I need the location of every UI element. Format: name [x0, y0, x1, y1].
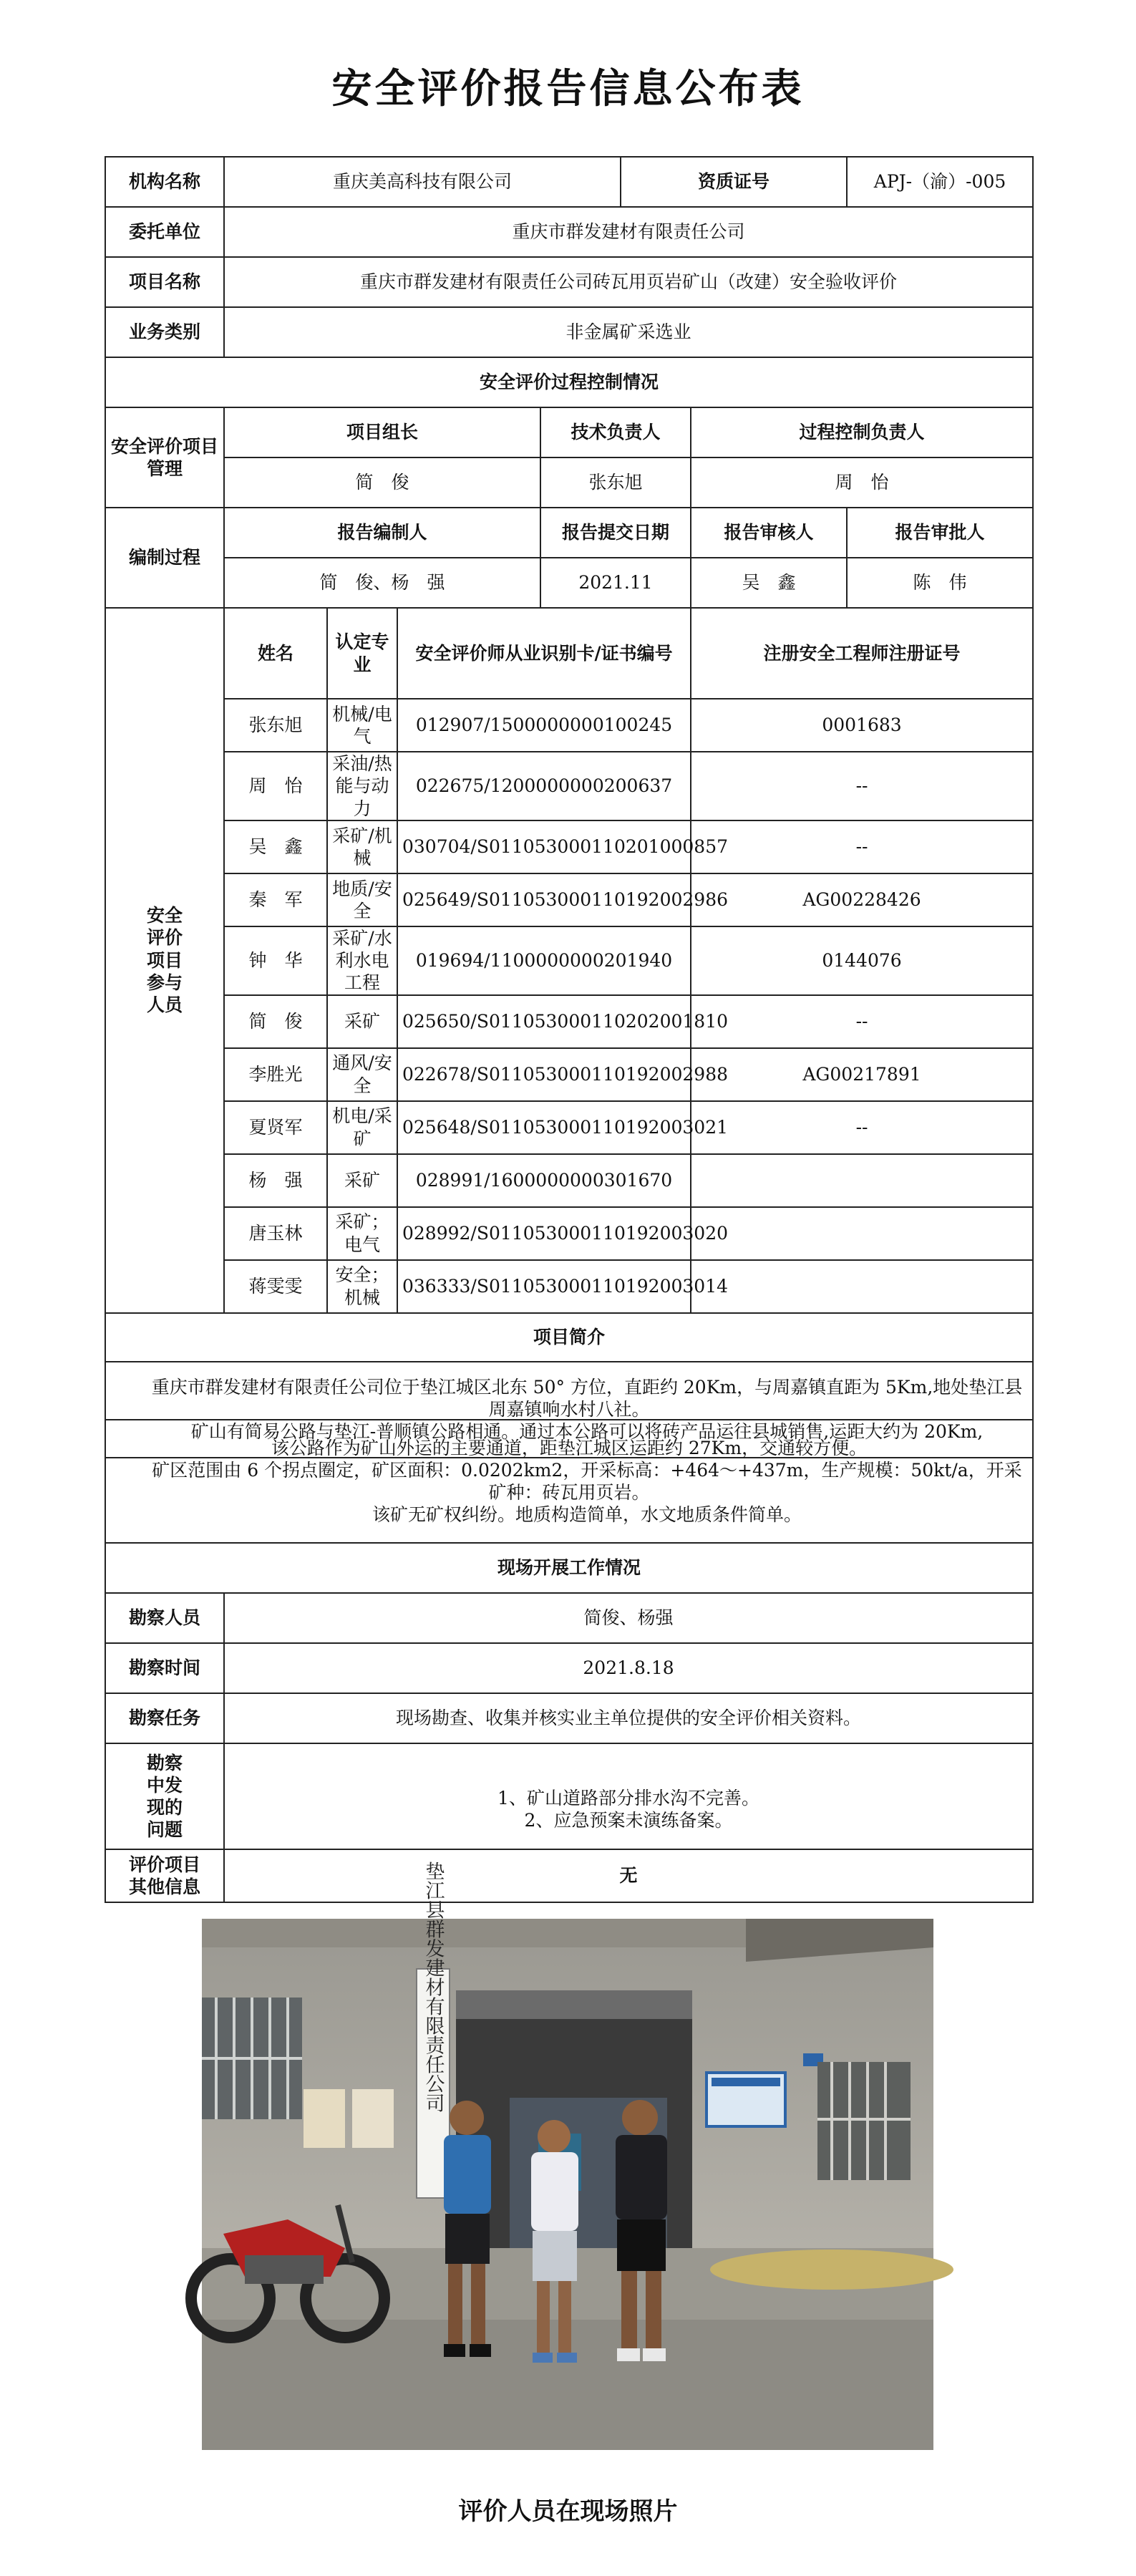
person-reg: -- [691, 820, 1033, 873]
table-row [105, 1260, 1033, 1313]
cert-value: APJ-（渝）-005 [847, 157, 1033, 207]
intro-para-3: 矿区范围由 6 个拐点圈定，矿区面积：0.0202km2，开采标高：+464～+437m，生产规模：50kt/a，开采矿种：砖瓦用页岩。 [152, 1459, 1022, 1503]
person-reg [691, 1207, 1033, 1260]
org-label: 机构名称 [105, 157, 224, 207]
site-staff-label: 勘察人员 [105, 1593, 224, 1643]
person-major: 地质/安全 [327, 873, 397, 926]
person-card: 025650/S011053000110202001810 [397, 995, 691, 1048]
person-name: 张东旭 [224, 699, 327, 752]
compile-label: 编制过程 [105, 508, 224, 608]
project-value: 重庆市群发建材有限责任公司砖瓦用页岩矿山（改建）安全验收评价 [224, 257, 1033, 307]
site-time-label: 勘察时间 [105, 1643, 224, 1693]
info-table-2 [105, 1419, 1034, 1903]
intro-para-2a: 矿山有简易公路与垫江-普顺镇公路相通。通过本公路可以将砖产品运往县城销售,运距大约为 20Km, [190, 1421, 984, 1443]
compile-value: 简 俊、杨 强 [224, 558, 540, 608]
person-major: 采矿 [327, 995, 397, 1048]
photo-caption: 评价人员在现场照片 [458, 2497, 678, 2526]
person-reg [691, 1154, 1033, 1207]
person-reg: AG00217891 [691, 1048, 1033, 1101]
participants-header: 认定专业 [327, 608, 397, 699]
table-row [105, 873, 1033, 926]
site-issues-label: 勘察中发现的问题 [105, 1743, 224, 1849]
person-name: 李胜光 [224, 1048, 327, 1101]
site-section-title: 现场开展工作情况 [105, 1543, 1033, 1593]
site-time-value: 2021.8.18 [224, 1643, 1033, 1693]
person-major: 机械/电气 [327, 699, 397, 752]
person-card: 030704/S011053000110201000857 [397, 820, 691, 873]
intro-para-2b: 该公路作为矿山外运的主要通道，距垫江城区运距约 27Km，交通较方便。 [271, 1437, 868, 1458]
table-row [105, 752, 1033, 820]
category-label: 业务类别 [105, 307, 224, 357]
person-reg: -- [691, 752, 1033, 820]
intro-para-4: 该矿无矿权纠纷。地质构造简单，水文地质条件简单。 [372, 1504, 802, 1526]
table-row [105, 926, 1033, 995]
process-section-title: 安全评价过程控制情况 [105, 357, 1033, 407]
intro-title: 项目简介 [105, 1313, 1033, 1362]
compile-header: 报告审批人 [847, 508, 1033, 558]
person-major: 采矿/机械 [327, 820, 397, 873]
person-reg [691, 1260, 1033, 1313]
site-photo-illustration [202, 1861, 933, 2450]
person-name: 吴 鑫 [224, 820, 327, 873]
person-name: 唐玉林 [224, 1207, 327, 1260]
person-card: 028992/S011053000110192003020 [397, 1207, 691, 1260]
mgmt-header: 过程控制负责人 [691, 407, 1033, 457]
person-major: 采矿 [327, 1154, 397, 1207]
info-table-1 [105, 156, 1034, 1458]
compile-value: 2021.11 [540, 558, 691, 608]
mgmt-label: 安全评价项目管理 [105, 407, 224, 508]
org-value: 重庆美高科技有限公司 [224, 157, 621, 207]
mgmt-value: 简 俊 [224, 457, 540, 508]
intro-paragraphs-2 [105, 1420, 1033, 1543]
page-title: 安全评价报告信息公布表 [331, 65, 805, 112]
person-major: 采油/热能与动力 [327, 752, 397, 820]
person-card: 025649/S011053000110192002986 [397, 873, 691, 926]
mgmt-value: 周 怡 [691, 457, 1033, 508]
person-reg: 0144076 [691, 926, 1033, 995]
compile-header: 报告编制人 [224, 508, 540, 558]
person-major: 通风/安全 [327, 1048, 397, 1101]
participants-header: 安全评价师从业识别卡/证书编号 [397, 608, 691, 699]
issue-item: 1、矿山道路部分排水沟不完善。 [497, 1787, 759, 1808]
mgmt-header: 项目组长 [224, 407, 540, 457]
compile-value: 吴 鑫 [691, 558, 847, 608]
cert-label: 资质证号 [621, 157, 847, 207]
compile-value: 陈 伟 [847, 558, 1033, 608]
person-major: 采矿；电气 [327, 1207, 397, 1260]
person-name: 杨 强 [224, 1154, 327, 1207]
mgmt-header: 技术负责人 [540, 407, 691, 457]
person-name: 夏贤军 [224, 1101, 327, 1154]
person-name: 秦 军 [224, 873, 327, 926]
table-row [105, 1048, 1033, 1101]
company-sign-text: 垫江县群发建材有限责任公司 [422, 1861, 445, 2113]
table-row [105, 1207, 1033, 1260]
table-row [105, 699, 1033, 752]
client-value: 重庆市群发建材有限责任公司 [224, 207, 1033, 257]
person-name: 周 怡 [224, 752, 327, 820]
table-row [105, 820, 1033, 873]
person-card: 022678/S011053000110192002988 [397, 1048, 691, 1101]
person-card: 028991/1600000000301670 [397, 1154, 691, 1207]
person-name: 简 俊 [224, 995, 327, 1048]
person-reg: AG00228426 [691, 873, 1033, 926]
site-issues-list [224, 1743, 1033, 1849]
person-card: 019694/1100000000201940 [397, 926, 691, 995]
person-major: 采矿/水利水电工程 [327, 926, 397, 995]
participants-header: 注册安全工程师注册证号 [691, 608, 1033, 699]
person-card: 036333/S011053000110192003014 [397, 1260, 691, 1313]
compile-header: 报告提交日期 [540, 508, 691, 558]
site-task-value: 现场勘查、收集并核实业主单位提供的安全评价相关资料。 [224, 1693, 1033, 1743]
category-value: 非金属矿采选业 [224, 307, 1033, 357]
project-label: 项目名称 [105, 257, 224, 307]
compile-header: 报告审核人 [691, 508, 847, 558]
table-row [105, 1154, 1033, 1207]
issue-item: 2、应急预案未演练备案。 [524, 1810, 733, 1831]
participants-label: 安全评价项目参与人员 [105, 608, 224, 1313]
table-row [105, 1101, 1033, 1154]
participants-header: 姓名 [224, 608, 327, 699]
intro-para-1: 重庆市群发建材有限责任公司位于垫江城区北东 50° 方位，直距约 20Km，与周嘉镇直距为 5Km,地处垫江县周嘉镇响水村八社。 [151, 1376, 1023, 1420]
person-reg: 0001683 [691, 699, 1033, 752]
person-card: 012907/1500000000100245 [397, 699, 691, 752]
person-card: 022675/1200000000200637 [397, 752, 691, 820]
person-card: 025648/S011053000110192003021 [397, 1101, 691, 1154]
person-major: 安全；机械 [327, 1260, 397, 1313]
client-label: 委托单位 [105, 207, 224, 257]
person-reg: -- [691, 1101, 1033, 1154]
site-staff-value: 简俊、杨强 [224, 1593, 1033, 1643]
person-major: 机电/采矿 [327, 1101, 397, 1154]
site-photo [202, 1861, 933, 2450]
person-name: 钟 华 [224, 926, 327, 995]
mgmt-value: 张东旭 [540, 457, 691, 508]
site-task-label: 勘察任务 [105, 1693, 224, 1743]
other-info-value: 无 [224, 1849, 1033, 1902]
other-info-label: 评价项目其他信息 [105, 1849, 224, 1902]
person-name: 蒋雯雯 [224, 1260, 327, 1313]
table-row [105, 995, 1033, 1048]
person-reg: -- [691, 995, 1033, 1048]
